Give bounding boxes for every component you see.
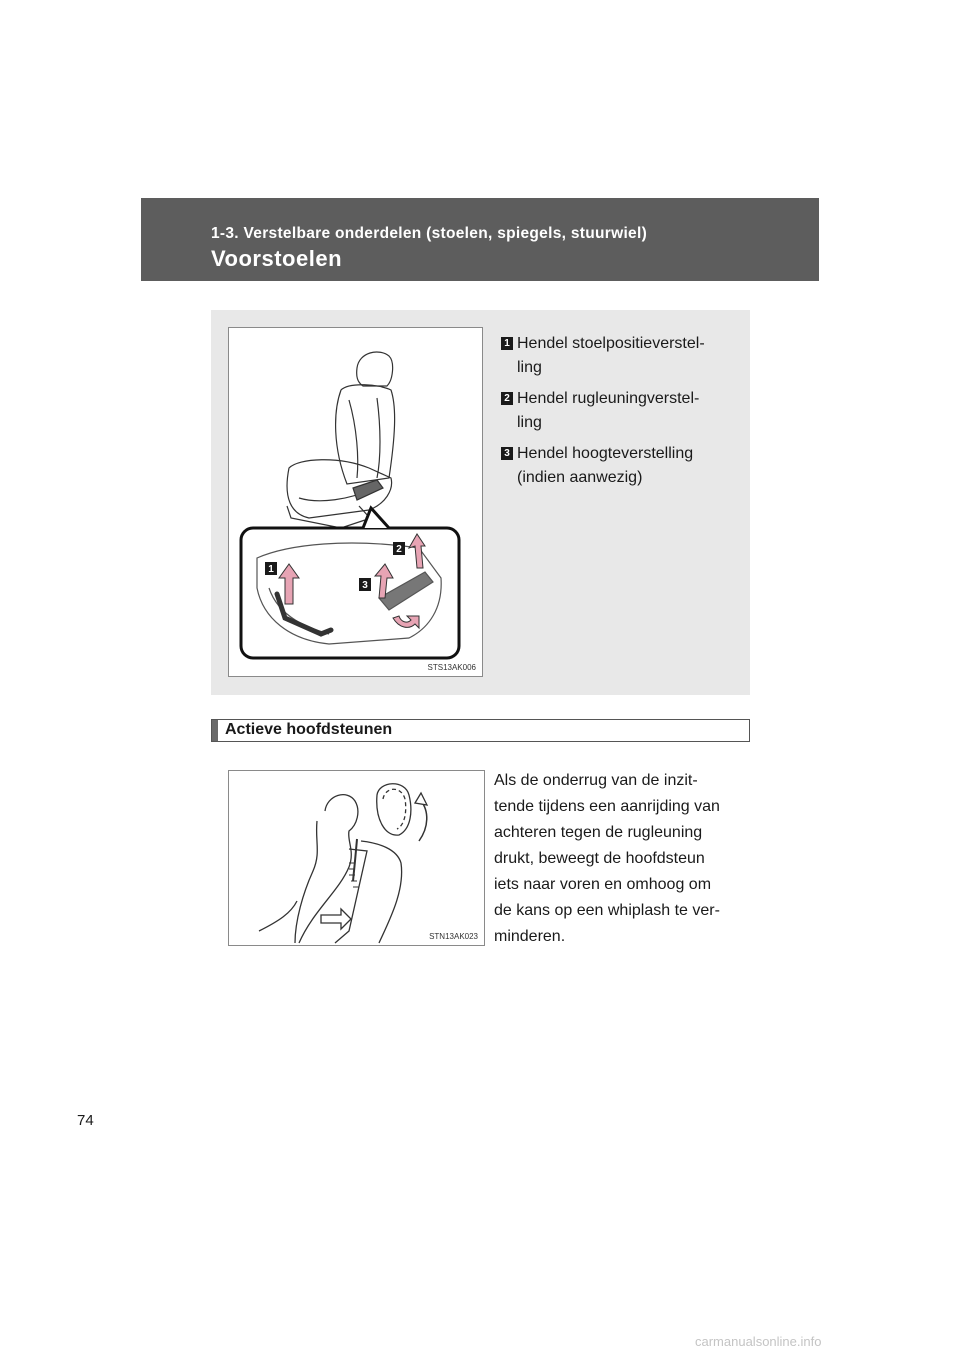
subsection-title: Actieve hoofdsteunen — [225, 721, 393, 738]
body-line-3: achteren tegen de rugleuning — [494, 824, 703, 841]
seat-illustration — [228, 327, 483, 677]
callout-3: 3 — [362, 580, 368, 591]
callout-2: 2 — [396, 544, 402, 555]
legend-text-2a: Hendel rugleuningverstel- — [517, 390, 700, 407]
legend-text-1a: Hendel stoelpositieverstel- — [517, 335, 705, 352]
section-breadcrumb: 1-3. Verstelbare onderdelen (stoelen, spiegels, stuurwiel) — [211, 225, 648, 242]
page-number: 74 — [77, 1112, 94, 1129]
legend-item-2 — [501, 387, 741, 435]
body-line-6: de kans op een whiplash te ver- — [494, 902, 720, 919]
legend-item-3 — [501, 442, 741, 490]
page-title: Voorstoelen — [211, 246, 343, 271]
body-line-7: minderen. — [494, 928, 566, 945]
watermark: carmanualsonline.info — [695, 1334, 822, 1349]
body-line-2: tende tijdens een aanrijding van — [494, 798, 720, 815]
legend-text-1b: ling — [517, 359, 542, 376]
callout-1: 1 — [268, 564, 274, 575]
legend-text-3a: Hendel hoogteverstelling — [517, 445, 694, 462]
headrest-drawing — [229, 771, 484, 945]
legend-text-3b: (indien aanwezig) — [517, 469, 643, 486]
body-line-4: drukt, beweegt de hoofdsteun — [494, 850, 705, 867]
figure2-code: STN13AK023 — [429, 932, 478, 941]
section-header — [141, 198, 819, 281]
figure-panel — [211, 310, 750, 695]
seat-drawing — [229, 328, 482, 676]
legend-list — [501, 332, 741, 497]
body-paragraph — [494, 768, 750, 950]
headrest-illustration — [228, 770, 485, 946]
subsection-bar — [212, 720, 218, 741]
legend-num-1: 1 — [501, 337, 513, 350]
legend-num-2: 2 — [501, 392, 513, 405]
legend-text-2b: ling — [517, 414, 542, 431]
figure1-code: STS13AK006 — [427, 663, 476, 672]
body-line-5: iets naar voren en omhoog om — [494, 876, 712, 893]
subsection-heading — [211, 719, 750, 742]
legend-item-1 — [501, 332, 741, 380]
legend-num-3: 3 — [501, 447, 513, 460]
body-line-1: Als de onderrug van de inzit- — [494, 772, 698, 789]
